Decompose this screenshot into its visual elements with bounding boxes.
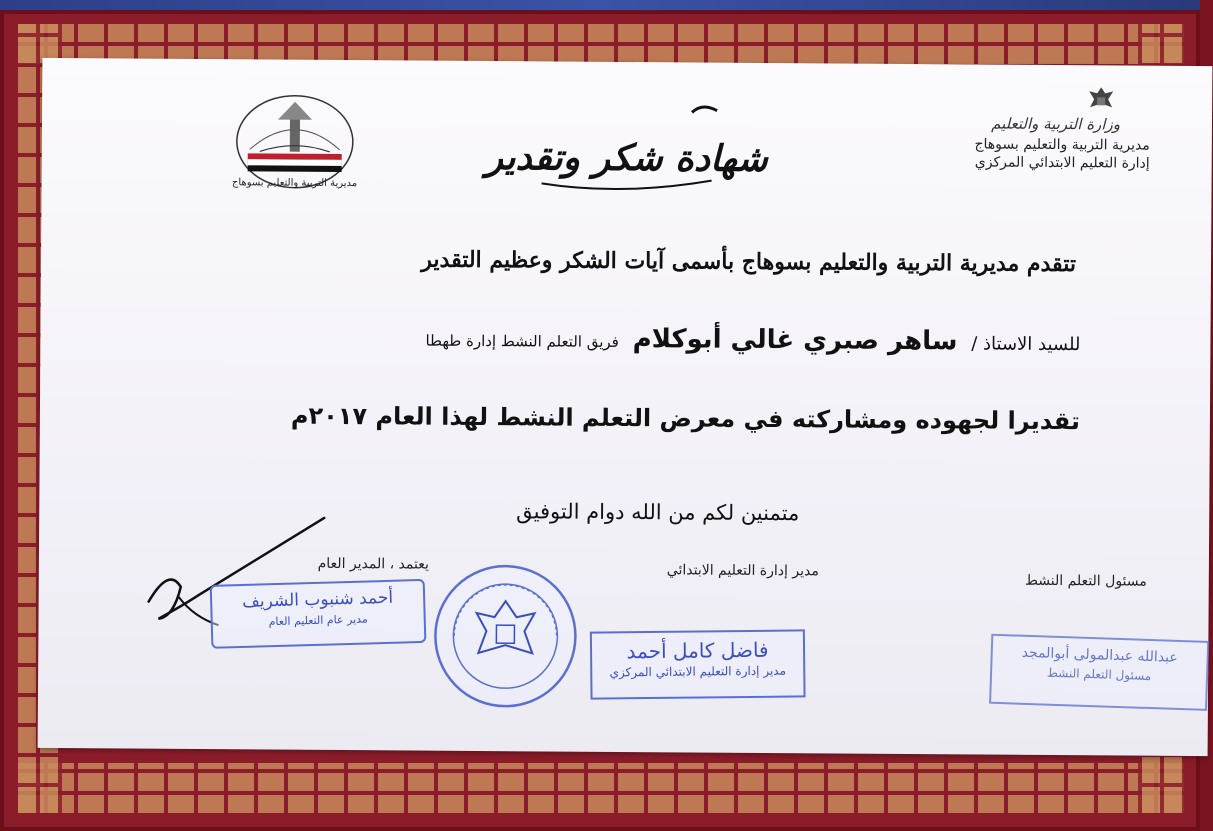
primary-manager-stamp [590, 629, 806, 699]
signature-label-officer: مسئول التعلم النشط [1024, 572, 1147, 590]
recipient-line [425, 323, 1080, 358]
certificate-paper [38, 58, 1213, 756]
signature-label-primary-manager: مدير إدارة التعليم الابتدائي [666, 562, 819, 580]
stamp-gm-name: أحمد شنبوب الشريف [241, 587, 394, 612]
officer-stamp [989, 634, 1209, 711]
official-round-seal-icon [430, 561, 581, 712]
emblem-caption: مديرية التربية والتعليم بسوهاج [231, 177, 358, 190]
appreciation-line: تقديرا لجهوده ومشاركته في معرض التعلم النشط لهذا العام ٢٠١٧م [290, 401, 1081, 436]
wish-line: متمنين لكم من الله دوام التوفيق [516, 499, 800, 526]
signature-label-general-manager: يعتمد ، المدير العام [317, 555, 429, 573]
issuer-header [910, 84, 1151, 172]
directorate-name: مديرية التربية والتعليم بسوهاج [974, 136, 1150, 154]
stamp-gm-title: مدير عام التعليم العام [268, 612, 369, 629]
recipient-name: ساهر صبري غالي أبوكلام [632, 324, 958, 357]
general-manager-stamp [210, 579, 427, 649]
stamp-mgr-name: فاضل كامل أحمد [626, 637, 769, 664]
ministry-name: وزارة التربية والتعليم [991, 114, 1121, 134]
team-name: فريق التعلم النشط إدارة طهطا [425, 331, 619, 351]
title-text: شهادة شكر وتقدير [485, 136, 768, 180]
intro-line: تتقدم مديرية التربية والتعليم بسوهاج بأسمى آيات الشكر وعظيم التقدير [421, 246, 1077, 278]
honorific: للسيد الاستاذ / [971, 333, 1081, 356]
stamp-officer-name: عبدالله عبدالمولى أبوالمجد [1021, 644, 1179, 666]
certificate-title [485, 91, 768, 203]
greek-key-border-bottom [14, 763, 1186, 817]
administration-name: إدارة التعليم الابتدائي المركزي [974, 154, 1150, 172]
stamp-officer-title: مسئول التعلم النشط [1046, 665, 1152, 684]
stamp-mgr-title: مدير إدارة التعليم الابتدائي المركزي [609, 663, 787, 680]
eagle-emblem-icon [1086, 85, 1116, 113]
